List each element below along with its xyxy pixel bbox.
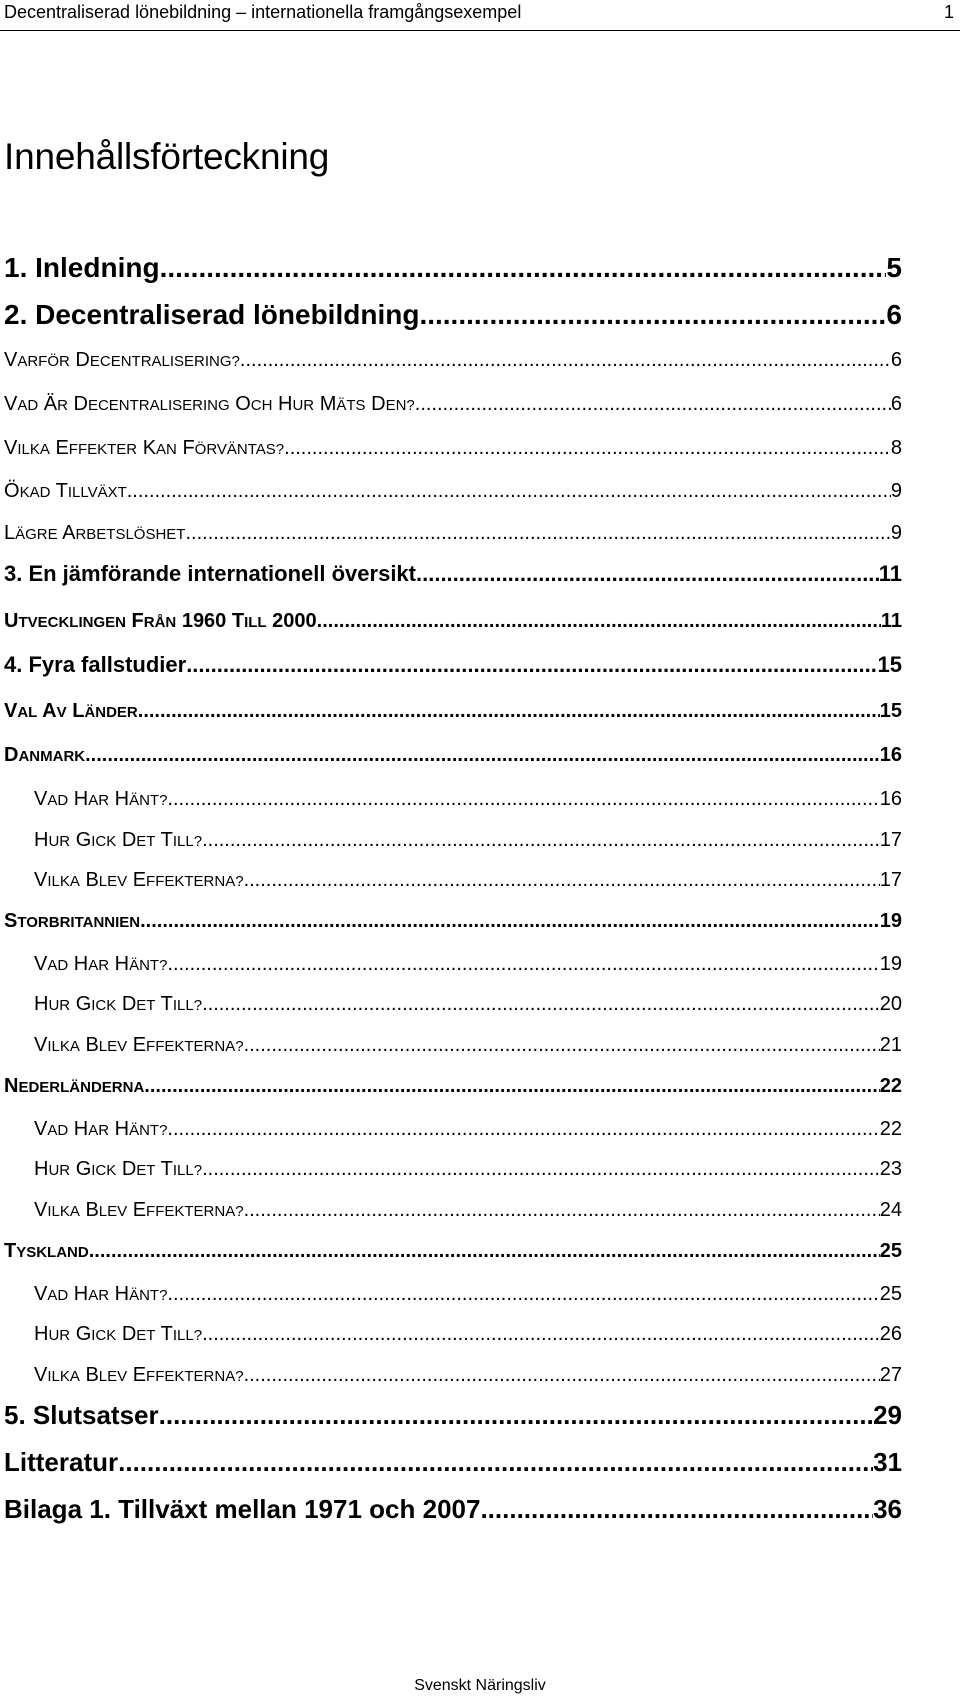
toc-entry-title: 3. En jämförande internationell översikt <box>4 561 416 586</box>
dot-leader <box>284 437 891 460</box>
dot-leader <box>159 1400 873 1431</box>
dot-leader <box>244 1199 880 1222</box>
toc-entry-page: 6 <box>890 393 902 415</box>
dot-leader <box>85 744 880 767</box>
dot-leader <box>240 349 891 372</box>
toc-entry-section[interactable] <box>4 700 902 723</box>
toc-entry-chapter[interactable] <box>4 561 902 587</box>
toc-entry-section[interactable] <box>4 1240 902 1263</box>
dot-leader <box>202 1323 880 1346</box>
toc-entry-title: VILKA BLEV EFFEKTERNA? <box>34 1199 244 1221</box>
dot-leader <box>118 1447 873 1478</box>
dot-leader <box>167 953 879 976</box>
dot-leader <box>144 1075 879 1098</box>
toc-entry-subsection[interactable] <box>4 829 902 852</box>
toc-entry-subsection[interactable] <box>4 953 902 976</box>
toc-entry-page: 25 <box>879 1283 902 1305</box>
toc-entry-title: VAD HAR HÄNT? <box>34 1118 168 1140</box>
toc-entry-subsection[interactable] <box>4 1034 902 1057</box>
toc-entry-page: 9 <box>890 522 902 544</box>
toc-entry-chapter[interactable] <box>4 1494 902 1525</box>
toc-entry-page: 11 <box>880 610 902 632</box>
toc-entry-subsection[interactable] <box>4 869 902 892</box>
toc-entry-subsection[interactable] <box>4 1118 902 1141</box>
toc-entry-subsection[interactable] <box>4 788 902 811</box>
toc-entry-section[interactable] <box>4 349 902 372</box>
toc-entry-section[interactable] <box>4 437 902 460</box>
toc-entry-title: HUR GICK DET TILL? <box>34 829 203 851</box>
page-footer <box>0 1677 960 1695</box>
toc-entry-page: 36 <box>873 1494 902 1524</box>
toc-entry-chapter[interactable] <box>4 1400 902 1431</box>
toc-entry-page: 6 <box>886 299 902 330</box>
toc-entry-title: VAL AV LÄNDER <box>4 700 138 722</box>
toc-entry-page: 6 <box>890 349 902 371</box>
toc-entry-title: Bilaga 1. Tillväxt mellan 1971 och 2007 <box>4 1494 481 1524</box>
dot-leader <box>160 252 887 284</box>
toc-entry-page: 17 <box>879 829 902 851</box>
toc-entry-title: 2. Decentraliserad lönebildning <box>4 299 420 330</box>
toc-entry-title: VAD ÄR DECENTRALISERING OCH HUR MÄTS DEN? <box>4 393 415 415</box>
toc-entry-section[interactable] <box>4 522 902 545</box>
toc-entry-title: HUR GICK DET TILL? <box>34 1158 203 1180</box>
toc-entry-page: 15 <box>877 652 902 677</box>
toc-entry-subsection[interactable] <box>4 1364 902 1387</box>
toc-entry-page: 15 <box>879 700 902 722</box>
toc-entry-title: HUR GICK DET TILL? <box>34 993 203 1015</box>
toc-entry-page: 17 <box>879 869 902 891</box>
toc-entry-page: 5 <box>886 252 902 283</box>
toc-entry-page: 29 <box>873 1400 902 1430</box>
dot-leader <box>480 1494 873 1525</box>
toc-entry-title: UTVECKLINGEN FRÅN 1960 TILL 2000 <box>4 610 317 632</box>
toc-entry-title: TYSKLAND <box>4 1240 89 1262</box>
dot-leader <box>244 1364 880 1387</box>
toc-entry-page: 9 <box>890 480 902 502</box>
dot-leader <box>202 1158 880 1181</box>
toc-entry-title: 5. Slutsatser <box>4 1400 159 1430</box>
dot-leader <box>415 393 891 416</box>
toc-entry-subsection[interactable] <box>4 1199 902 1222</box>
toc-entry-title: ÖKAD TILLVÄXT <box>4 480 127 502</box>
toc-entry-page: 20 <box>879 993 902 1015</box>
toc-entry-title: VAD HAR HÄNT? <box>34 1283 168 1305</box>
toc-entry-chapter[interactable] <box>4 652 902 678</box>
toc-entry-page: 19 <box>879 910 902 932</box>
dot-leader <box>416 561 879 587</box>
dot-leader <box>127 480 891 503</box>
toc-entry-page: 22 <box>879 1118 902 1140</box>
toc-entry-subsection[interactable] <box>4 1323 902 1346</box>
toc-entry-title: VILKA EFFEKTER KAN FÖRVÄNTAS? <box>4 437 285 459</box>
toc-entry-page: 19 <box>879 953 902 975</box>
page-header <box>0 0 960 31</box>
toc-entry-section[interactable] <box>4 910 902 933</box>
dot-leader <box>185 522 890 545</box>
toc-entry-subsection[interactable] <box>4 993 902 1016</box>
toc-entry-title: VAD HAR HÄNT? <box>34 788 168 810</box>
toc-entry-page: 22 <box>879 1075 902 1097</box>
toc-entry-page: 26 <box>879 1323 902 1345</box>
page-number: 1 <box>943 2 954 22</box>
toc-entry-title: VARFÖR DECENTRALISERING? <box>4 349 240 371</box>
toc-entry-page: 16 <box>879 744 902 766</box>
dot-leader <box>167 788 879 811</box>
toc-entry-title: LÄGRE ARBETSLÖSHET <box>4 522 186 544</box>
dot-leader <box>167 1283 879 1306</box>
toc-entry-chapter[interactable] <box>4 252 902 284</box>
toc-entry-chapter[interactable] <box>4 299 902 331</box>
toc-entry-title: VILKA BLEV EFFEKTERNA? <box>34 1364 244 1386</box>
toc-entry-title: Litteratur <box>4 1447 119 1477</box>
toc-entry-page: 24 <box>879 1199 902 1221</box>
toc-entry-title: VILKA BLEV EFFEKTERNA? <box>34 869 244 891</box>
dot-leader <box>138 700 880 723</box>
toc-entry-page: 25 <box>879 1240 902 1262</box>
dot-leader <box>244 869 880 892</box>
toc-entry-title: VAD HAR HÄNT? <box>34 953 168 975</box>
toc-entry-title: 1. Inledning <box>4 252 160 283</box>
dot-leader <box>89 1240 880 1263</box>
toc-entry-subsection[interactable] <box>4 1158 902 1181</box>
toc-entry-section[interactable] <box>4 393 902 416</box>
document-title: Decentraliserad lönebildning – internationella framgångsexempel <box>4 2 522 22</box>
toc-entry-page: 31 <box>873 1447 902 1477</box>
toc-entry-page: 21 <box>879 1034 902 1056</box>
dot-leader <box>244 1034 880 1057</box>
toc-entry-title: 4. Fyra fallstudier <box>4 652 187 677</box>
toc-entry-section[interactable] <box>4 744 902 767</box>
dot-leader <box>419 299 886 331</box>
dot-leader <box>317 610 881 633</box>
toc-entry-title: NEDERLÄNDERNA <box>4 1075 145 1097</box>
dot-leader <box>202 993 880 1016</box>
dot-leader <box>186 652 877 678</box>
dot-leader <box>202 829 880 852</box>
toc-entry-subsection[interactable] <box>4 1283 902 1306</box>
toc-entry-title: VILKA BLEV EFFEKTERNA? <box>34 1034 244 1056</box>
toc-entry-title: HUR GICK DET TILL? <box>34 1323 203 1345</box>
toc-entry-title: DANMARK <box>4 744 86 766</box>
dot-leader <box>167 1118 879 1141</box>
toc-entry-page: 23 <box>879 1158 902 1180</box>
toc-entry-page: 16 <box>879 788 902 810</box>
toc-entry-page: 8 <box>890 437 902 459</box>
toc-entry-chapter[interactable] <box>4 1447 902 1478</box>
toc-entry-page: 27 <box>879 1364 902 1386</box>
toc-entry-title: STORBRITANNIEN <box>4 910 141 932</box>
toc-entry-section[interactable] <box>4 480 902 503</box>
toc-entry-page: 11 <box>878 561 902 586</box>
toc-entry-section[interactable] <box>4 1075 902 1098</box>
dot-leader <box>140 910 880 933</box>
toc-entry-section[interactable] <box>4 610 902 633</box>
footer-organization: Svenskt Näringsliv <box>414 1677 546 1694</box>
toc-heading: Innehållsförteckning <box>4 136 330 177</box>
